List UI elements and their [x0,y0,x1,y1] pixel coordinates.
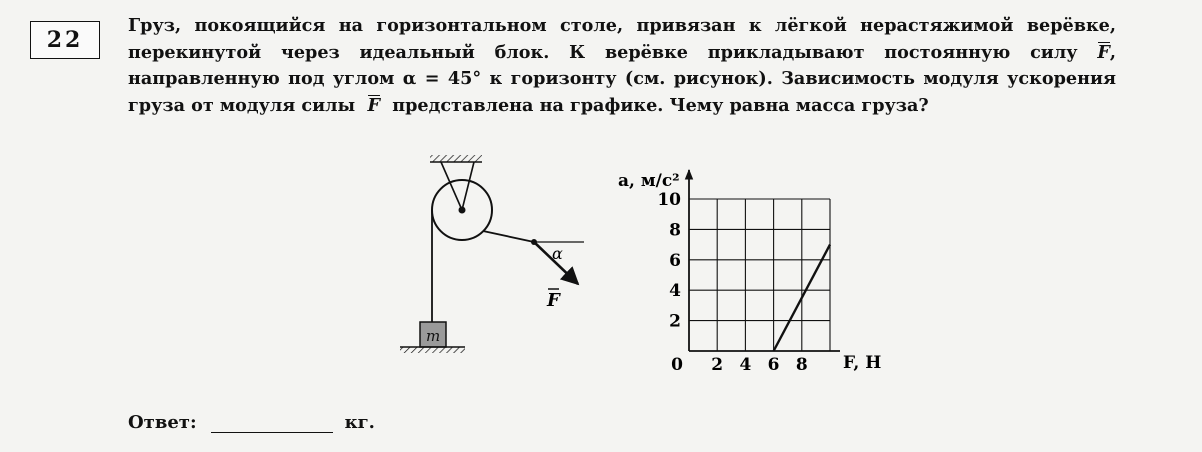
y-tick-label: 6 [669,250,681,271]
answer-input-line[interactable] [211,414,333,433]
x-axis-label: F, Н [843,353,882,373]
problem-line-2: перекинутой через идеальный блок. К верёвке прикладывают постоянную силу F, [128,40,1116,67]
x-tick-label: 8 [795,355,808,375]
rope-inclined [483,231,534,242]
x-tick-label: 0 [671,355,683,375]
answer-row [128,412,375,433]
x-tick-labels [671,355,808,375]
problem-line-4: груза от модуля силы F представлена на графике. Чему равна масса груза? [128,93,1116,120]
x-tick-label: 6 [767,355,780,375]
mass-block [420,322,446,347]
answer-unit: кг. [344,412,375,433]
y-tick-label: 4 [669,281,681,302]
y-tick-label: 8 [669,220,681,241]
task-number: 22 [46,27,84,53]
y-axis-label: a, м/с² [618,171,680,191]
pulley-axle [459,207,466,214]
problem-line-3: направленную под углом α = 45° к горизонту (см. рисунок). Зависимость модуля ускорения [128,68,1116,89]
y-tick-label: 10 [657,190,681,210]
ceiling-support [430,155,482,162]
answer-label: Ответ: [128,412,197,433]
x-tick-label: 4 [739,355,752,375]
chart-grid [689,199,830,351]
problem-line-1: Груз, покоящийся на горизонтальном столе, привязан к лёгкой нерастяжимой верёвке, [128,15,1116,36]
table-surface [400,347,465,353]
pulley-bracket [441,162,474,210]
pulley-diagram [400,155,584,353]
y-tick-label: 2 [669,311,681,332]
y-tick-labels [657,190,681,332]
mass-label: m [426,327,441,345]
force-vector-symbol: F [1097,40,1110,67]
force-label: F [547,290,560,311]
acceleration-force-chart [618,170,881,375]
x-tick-label: 2 [711,355,724,375]
angle-label: α [552,244,563,263]
force-vector-symbol-2: F [367,93,380,120]
